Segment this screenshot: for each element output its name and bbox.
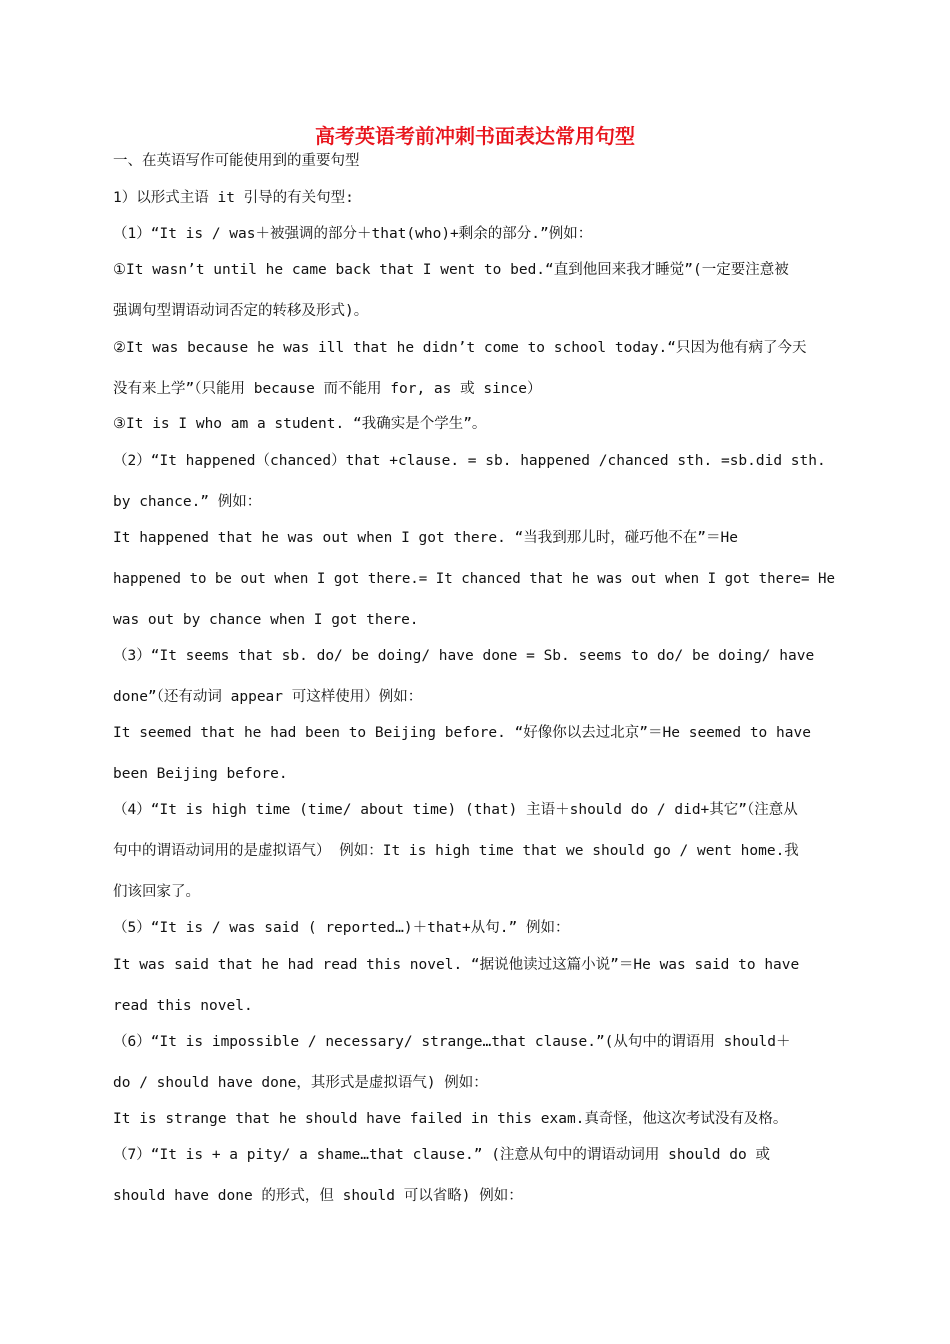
- pattern-heading-1: （1）“It is / was＋被强调的部分＋that(who)+剩余的部分.”例如：: [113, 226, 593, 242]
- example-line: 强调句型谓语动词否定的转移及形式)。: [113, 303, 369, 319]
- example-line: was out by chance when I got there.: [113, 612, 419, 628]
- pattern-heading-6-cont: do / should have done，其形式是虚拟语气) 例如：: [113, 1075, 488, 1091]
- example-line: read this novel.: [113, 998, 253, 1014]
- pattern-heading-2: （2）“It happened（chanced）that +clause. = sb. happened /chanced sth. =sb.did sth.: [113, 453, 826, 469]
- example-line: been Beijing before.: [113, 766, 288, 782]
- subsection-heading: 1）以形式主语 it 引导的有关句型:: [113, 190, 354, 206]
- document-title: 高考英语考前冲刺书面表达常用句型: [315, 124, 635, 148]
- example-line: ①It wasn’t until he came back that I went to bed.“直到他回来我才睡觉”(一定要注意被: [113, 262, 789, 278]
- example-line: happened to be out when I got there.= It chanced that he was out when I got there= He: [113, 571, 836, 587]
- pattern-heading-3: （3）“It seems that sb. do/ be doing/ have done = Sb. seems to do/ be doing/ have: [113, 648, 815, 664]
- pattern-heading-7-cont: should have done 的形式，但 should 可以省略) 例如：: [113, 1188, 523, 1204]
- pattern-heading-7: （7）“It is + a pity/ a shame…that clause.” (注意从句中的谓语动词用 should do 或: [113, 1147, 770, 1163]
- example-line: It seemed that he had been to Beijing before. “好像你以去过北京”＝He seemed to have: [113, 725, 811, 741]
- pattern-heading-4-cont: 句中的谓语动词用的是虚拟语气） 例如：It is high time that we should go / went home.我: [113, 843, 799, 859]
- example-line: 们该回家了。: [113, 884, 200, 900]
- example-line: It was said that he had read this novel. “据说他读过这篇小说”＝He was said to have: [113, 957, 800, 973]
- section-heading: 一、在英语写作可能使用到的重要句型: [113, 153, 360, 169]
- pattern-heading-2-cont: by chance.” 例如：: [113, 494, 262, 510]
- pattern-heading-5: （5）“It is / was said ( reported…)＋that+从句.” 例如：: [113, 920, 570, 936]
- pattern-heading-4: （4）“It is high time (time/ about time) (that) 主语＋should do / did+其它”（注意从: [113, 802, 798, 818]
- pattern-heading-6: （6）“It is impossible / necessary/ strange…that clause.”(从句中的谓语用 should＋: [113, 1034, 791, 1050]
- example-line: ②It was because he was ill that he didn’t come to school today.“只因为他有病了今天: [113, 340, 807, 356]
- example-line: It happened that he was out when I got there. “当我到那儿时，碰巧他不在”＝He: [113, 530, 738, 546]
- example-line: 没有来上学”（只能用 because 而不能用 for, as 或 since）: [113, 381, 542, 397]
- example-line: ③It is I who am a student. “我确实是个学生”。: [113, 416, 487, 432]
- example-line: It is strange that he should have failed in this exam.真奇怪，他这次考试没有及格。: [113, 1111, 788, 1127]
- pattern-heading-3-cont: done”（还有动词 appear 可这样使用）例如：: [113, 689, 423, 705]
